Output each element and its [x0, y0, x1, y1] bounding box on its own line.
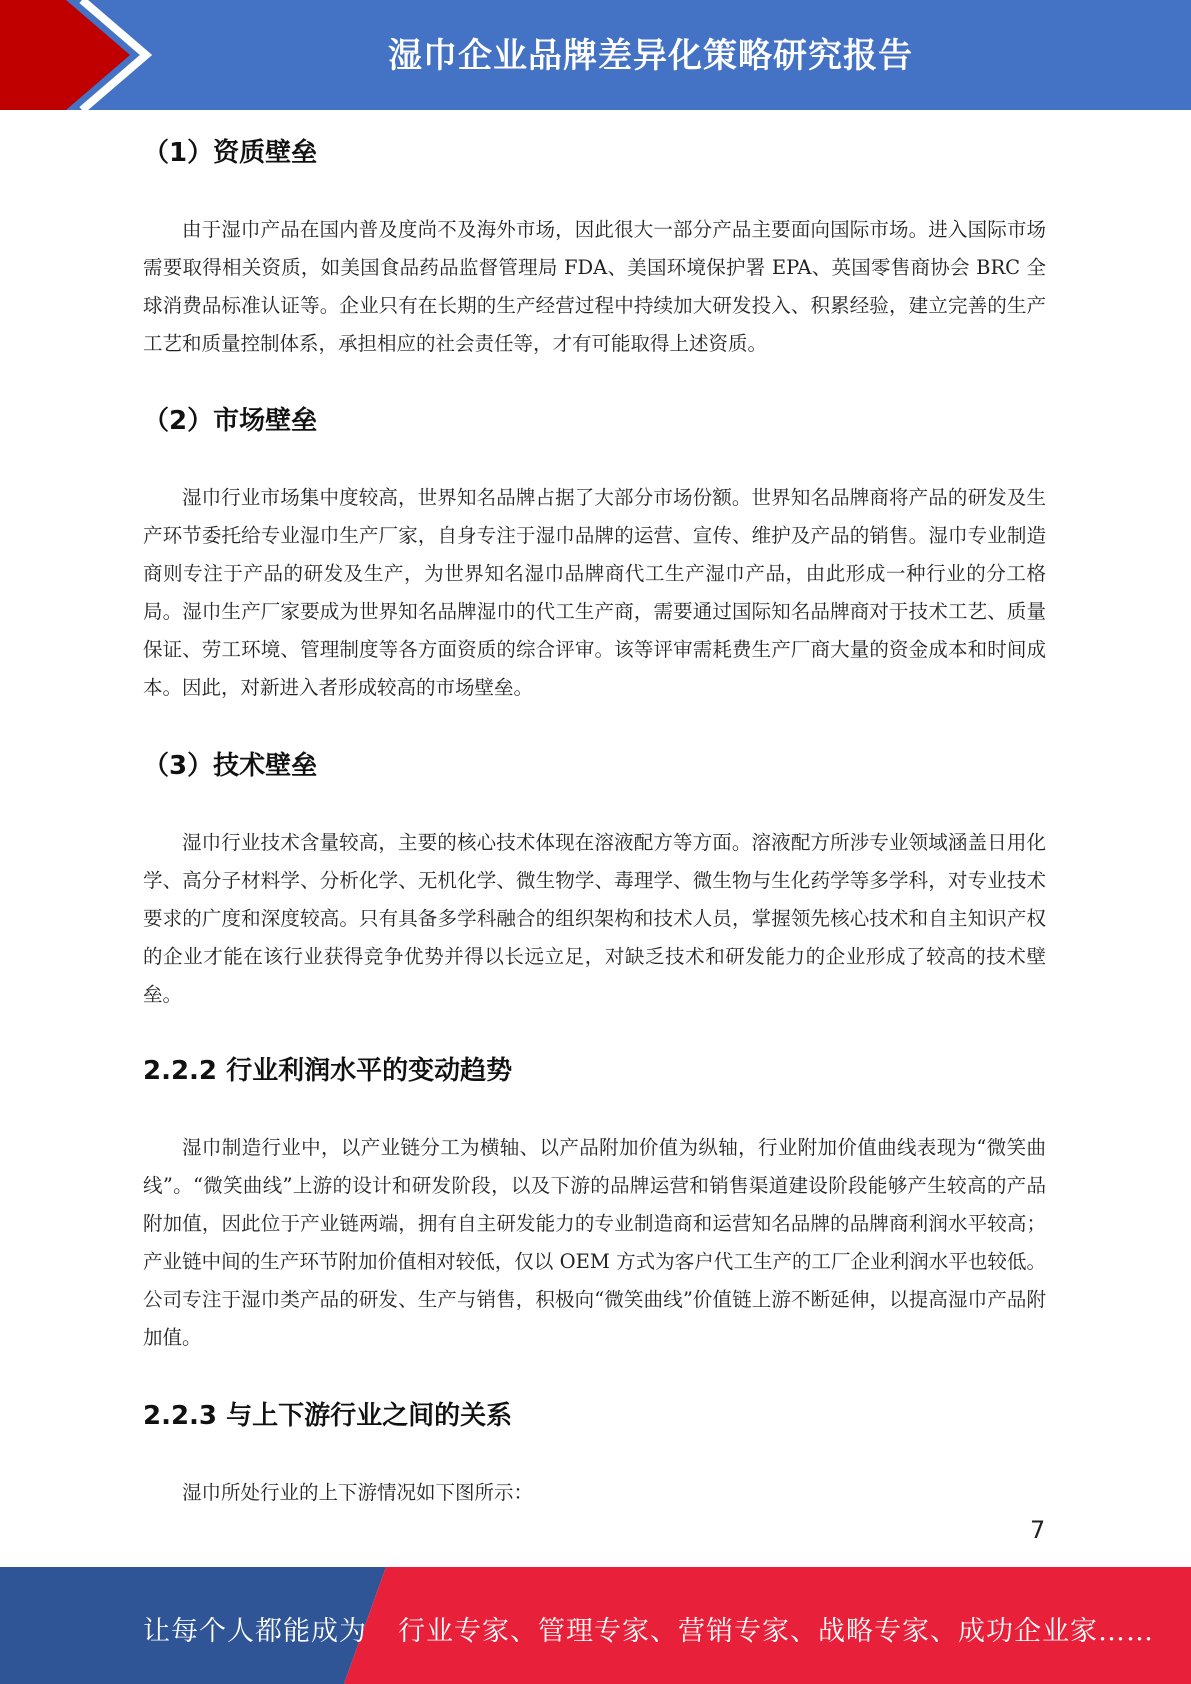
section-heading-profit-trend: 2.2.2 行业利润水平的变动趋势 [143, 1056, 513, 1086]
section-paragraph-market-barrier: 湿巾行业市场集中度较高，世界知名品牌占据了大部分市场份额。世界知名品牌商将产品的研发及生产环节委托给专业湿巾生产厂家，自身专注于湿巾品牌的运营、宣传、维护及产品的销售。湿巾专业制造商则专注于产品的研发及生产，为世界知名湿巾品牌商代工生产湿巾产品，由此形成一种行业的分工格局。湿巾生产厂家要成为世界知名品牌湿巾的代工生产商，需要通过国际知名品牌商对于技术工艺、质量保证、劳工环境、管理制度等各方面资质的综合评审。该等评审需耗费生产厂商大量的资金成本和时间成本。因此，对新进入者形成较高的市场壁垒。 [143, 486, 1046, 699]
page-footer [0, 1567, 1191, 1684]
section-heading-technology-barrier: （3）技术壁垒 [143, 751, 318, 781]
footer-slogan-right: 行业专家、管理专家、营销专家、战略专家、成功企业家…… [398, 1616, 1154, 1647]
section-heading-market-barrier: （2）市场壁垒 [143, 406, 318, 436]
header-title: 湿巾企业品牌差异化策略研究报告 [388, 36, 913, 76]
section-heading-qualification-barrier: （1）资质壁垒 [143, 138, 318, 168]
page-header [0, 0, 1191, 110]
section-paragraph-qualification-barrier: 由于湿巾产品在国内普及度尚不及海外市场，因此很大一部分产品主要面向国际市场。进入国际市场需要取得相关资质，如美国食品药品监督管理局 FDA、美国环境保护署 EPA、英国零售商协会 BRC 全球消费品标准认证等。企业只有在长期的生产经营过程中持续加大研发投入、积累经验，建立完善的生产工艺和质量控制体系，承担相应的社会责任等，才有可能取得上述资质。 [143, 218, 1046, 355]
section-paragraph-profit-trend: 湿巾制造行业中，以产业链分工为横轴、以产品附加价值为纵轴，行业附加价值曲线表现为“微笑曲线”。“微笑曲线”上游的设计和研发阶段，以及下游的品牌运营和销售渠道建设阶段能够产生较高的产品附加值，因此位于产业链两端，拥有自主研发能力的专业制造商和运营知名品牌的品牌商利润水平较高；产业链中间的生产环节附加价值相对较低，仅以 OEM 方式为客户代工生产的工厂企业利润水平也较低。公司专注于湿巾类产品的研发、生产与销售，积极向“微笑曲线”价值链上游不断延伸，以提高湿巾产品附加值。 [143, 1136, 1046, 1349]
section-heading-upstream-downstream: 2.2.3 与上下游行业之间的关系 [143, 1401, 513, 1431]
section-paragraph-upstream-downstream: 湿巾所处行业的上下游情况如下图所示： [182, 1481, 534, 1504]
section-paragraph-technology-barrier: 湿巾行业技术含量较高，主要的核心技术体现在溶液配方等方面。溶液配方所涉专业领域涵盖日用化学、高分子材料学、分析化学、无机化学、微生物学、毒理学、微生物与生化药学等多学科，对专业技术要求的广度和深度较高。只有具备多学科融合的组织架构和技术人员，掌握领先核心技术和自主知识产权的企业才能在该行业获得竞争优势并得以长远立足，对缺乏技术和研发能力的企业形成了较高的技术壁垒。 [143, 831, 1046, 1006]
footer-slogan-left: 让每个人都能成为 [143, 1616, 367, 1647]
page-number: 7 [1030, 1516, 1046, 1544]
